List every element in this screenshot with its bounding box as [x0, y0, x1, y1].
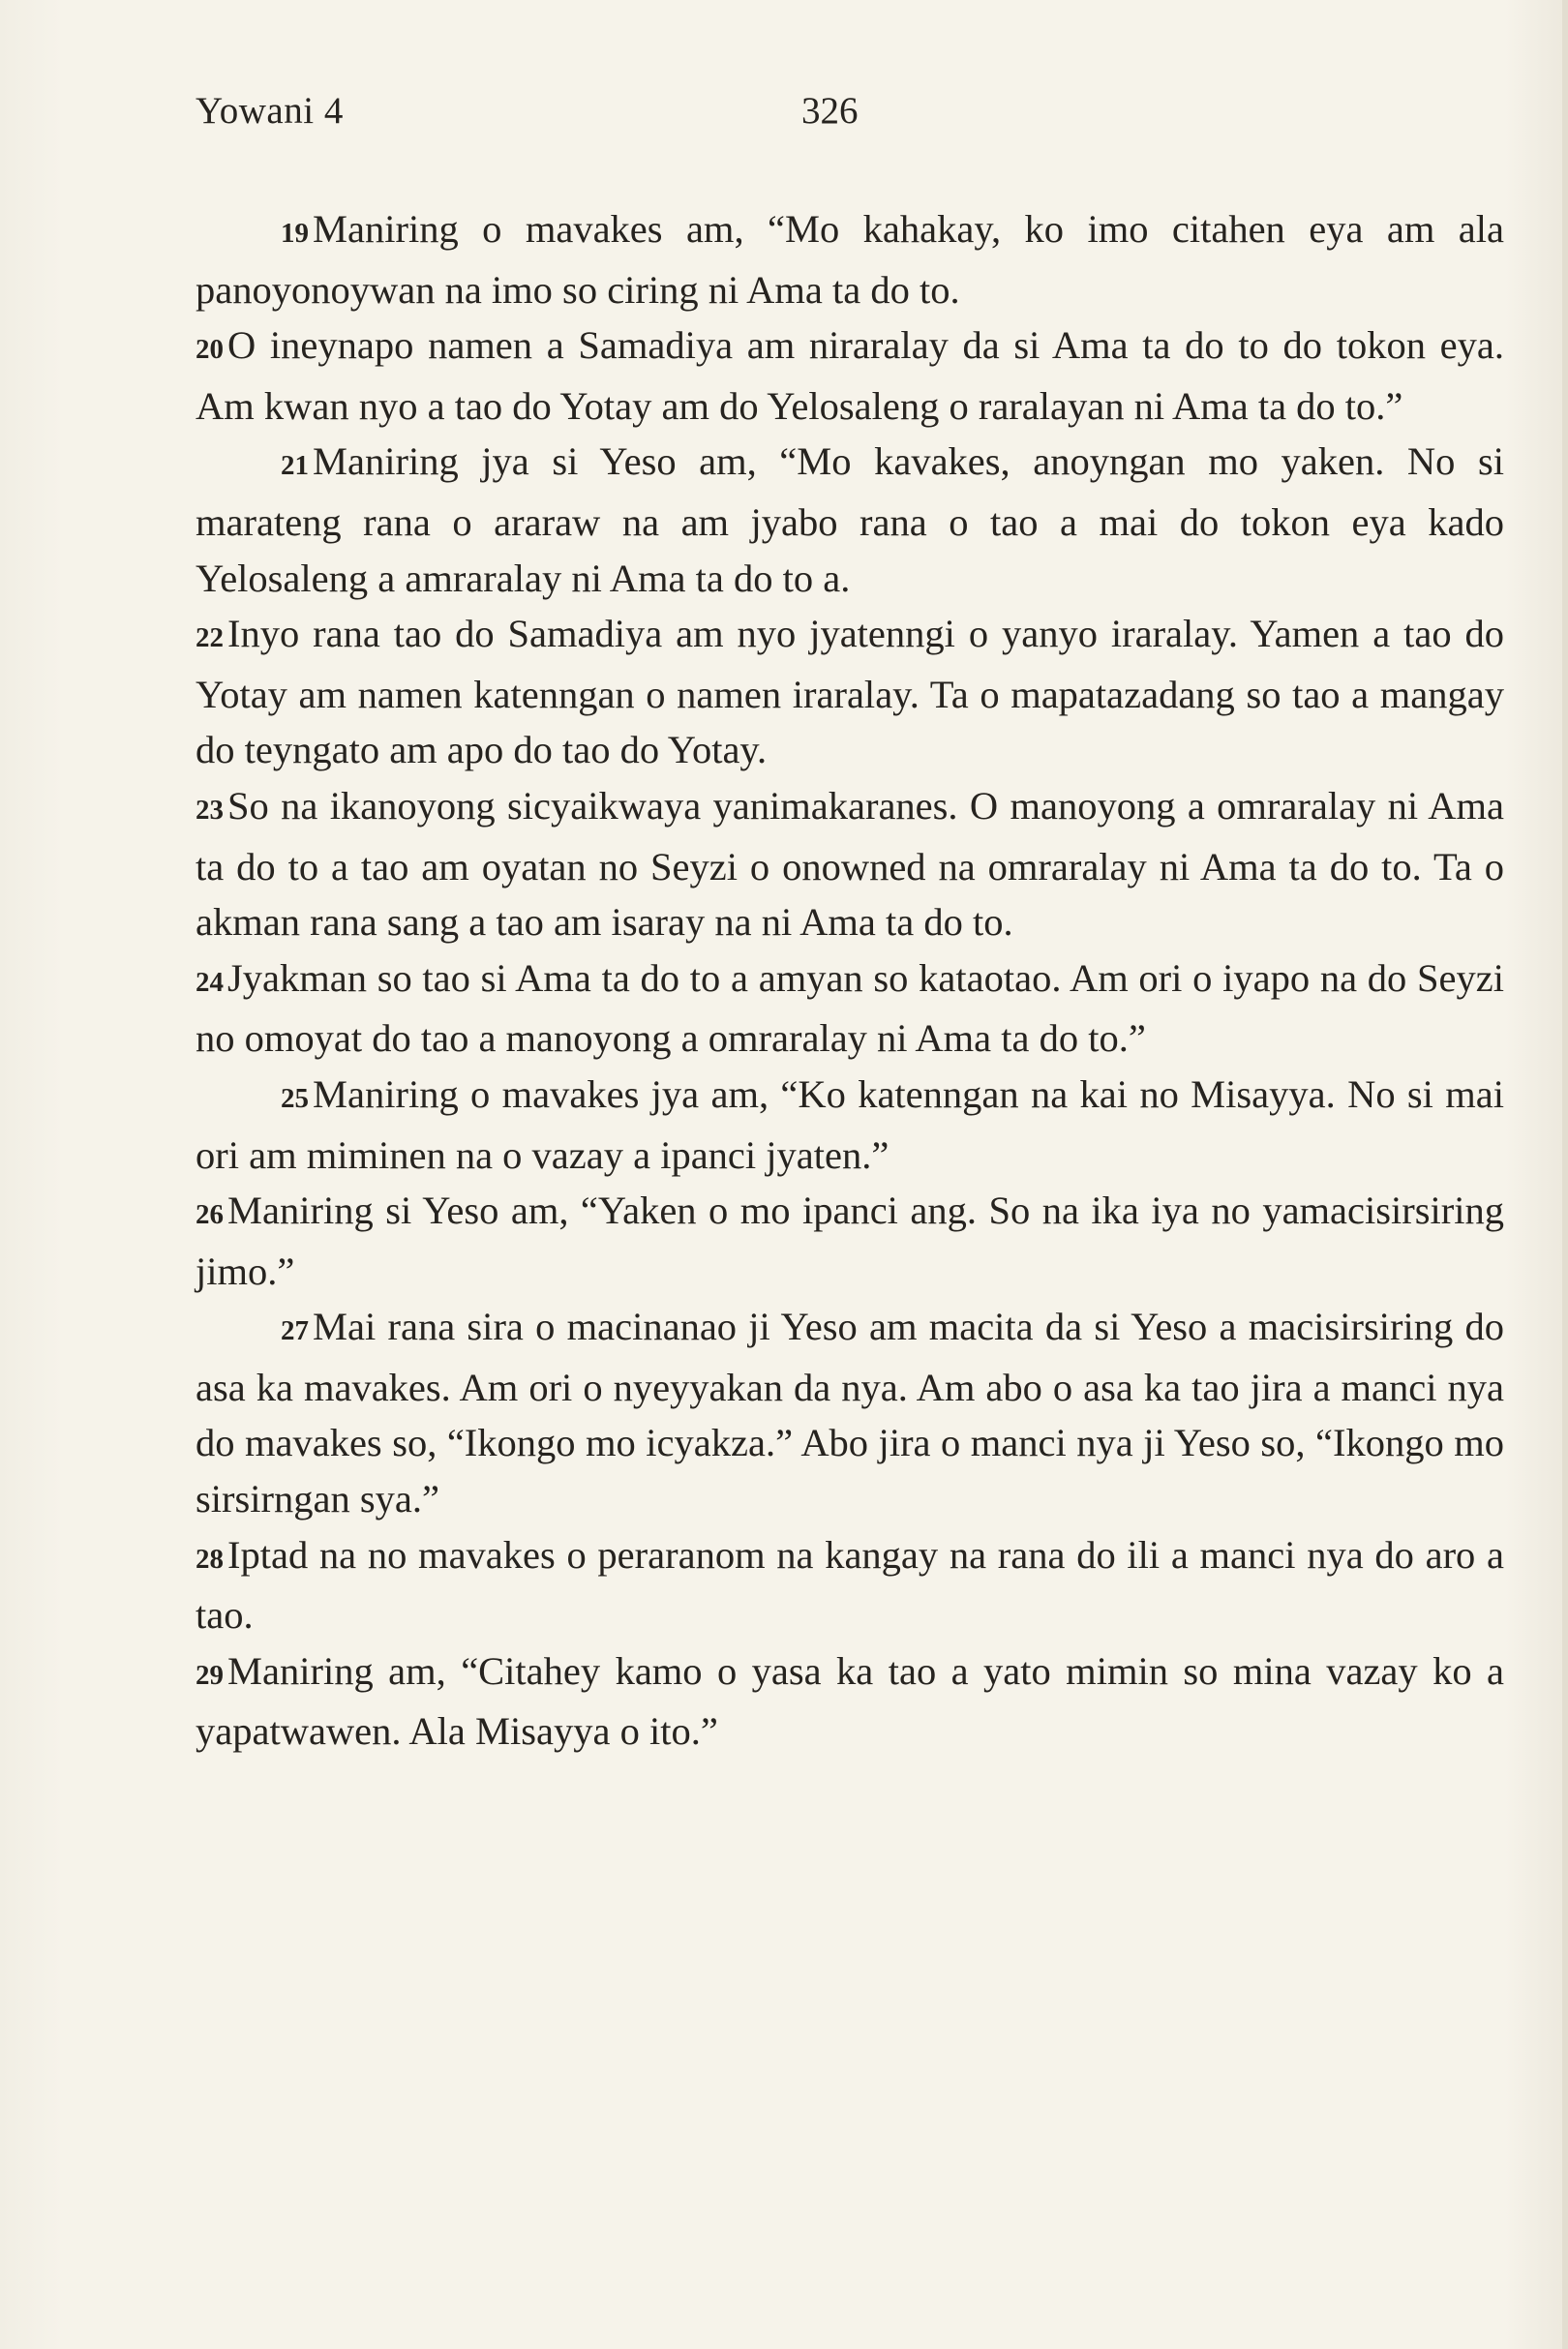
- verse-number: 21: [281, 450, 309, 482]
- verse-text: So na ikanoyong sicyaikwaya yanimakaranes. O manoyong a omraralay ni Ama ta do to a tao am oyatan no Seyzi o onowned na omraralay ni Ama ta do to. Ta o akman rana sang a tao am isaray na ni Ama ta do to.: [196, 783, 1504, 945]
- verse-number: 25: [281, 1082, 309, 1114]
- verse-26: [196, 1183, 1504, 1299]
- verse-number: 28: [196, 1543, 224, 1575]
- verse-text: Jyakman so tao si Ama ta do to a amyan so kataotao. Am ori o iyapo na do Seyzi no omoyat do tao a manoyong a omraralay ni Ama ta do to.”: [196, 955, 1504, 1061]
- verse-28: [196, 1527, 1504, 1643]
- page-edge: [1562, 0, 1568, 2349]
- verse-text: Maniring am, “Citahey kamo o yasa ka tao a yato mimin so mina vazay ko a yapatwawen. Ala Misayya o ito.”: [196, 1648, 1504, 1754]
- verse-number: 19: [281, 218, 309, 249]
- page-number: 326: [801, 90, 859, 132]
- verse-text: Maniring jya si Yeso am, “Mo kavakes, anoyngan mo yaken. No si marateng rana o araraw na am jyabo rana o tao a mai do tokon eya kado Yelosaleng a amraralay ni Ama ta do to a.: [196, 439, 1504, 600]
- verse-29: [196, 1643, 1504, 1760]
- verse-number: 20: [196, 334, 224, 366]
- verse-22: [196, 606, 1504, 778]
- verse-text: Maniring o mavakes am, “Mo kahakay, ko imo citahen eya am ala panoyonoywan na imo so ciring ni Ama ta do to.: [196, 207, 1504, 312]
- verse-number: 29: [196, 1659, 224, 1691]
- verse-text: O ineynapo namen a Samadiya am niraralay da si Ama ta do to do tokon eya. Am kwan nyo a tao do Yotay am do Yelosaleng o raralayan ni Ama ta do to.”: [196, 323, 1504, 428]
- verse-text: Iptad na no mavakes o peraranom na kangay na rana do ili a manci nya do aro a tao.: [196, 1532, 1504, 1638]
- running-head: Yowani 4: [196, 90, 344, 132]
- verse-27: [196, 1299, 1504, 1526]
- verse-number: 27: [281, 1315, 309, 1347]
- verse-23: [196, 778, 1504, 950]
- verse-text: Mai rana sira o macinanao ji Yeso am macita da si Yeso a macisirsiring do asa ka mavakes. Am ori o nyeyyakan da nya. Am abo o asa ka tao jira a manci nya do mavakes so, “Ikongo mo icyakza.” Abo jira o manci nya ji Yeso so, “Ikongo mo sirsirngan sya.”: [196, 1305, 1504, 1521]
- verse-number: 26: [196, 1199, 224, 1231]
- page-header: [196, 89, 1512, 147]
- verse-24: [196, 950, 1504, 1067]
- verse-text: Maniring si Yeso am, “Yaken o mo ipanci ang. So na ika iya no yamacisirsiring jimo.”: [196, 1189, 1504, 1293]
- verse-text: Maniring o mavakes jya am, “Ko katenngan na kai no Misayya. No si mai ori am miminen na o vazay a ipanci jyaten.”: [196, 1071, 1504, 1177]
- verse-19: [196, 201, 1504, 317]
- verse-21: [196, 434, 1504, 606]
- verse-number: 22: [196, 622, 224, 654]
- verse-text: Inyo rana tao do Samadiya am nyo jyatenngi o yanyo iraralay. Yamen a tao do Yotay am namen katenngan o namen iraralay. Ta o mapatazadang so tao a mangay do teyngato am apo do tao do Yotay.: [196, 612, 1504, 772]
- verse-number: 23: [196, 794, 224, 826]
- scripture-text: [196, 201, 1504, 1760]
- verse-20: [196, 317, 1504, 434]
- verse-25: [196, 1067, 1504, 1183]
- verse-number: 24: [196, 966, 224, 998]
